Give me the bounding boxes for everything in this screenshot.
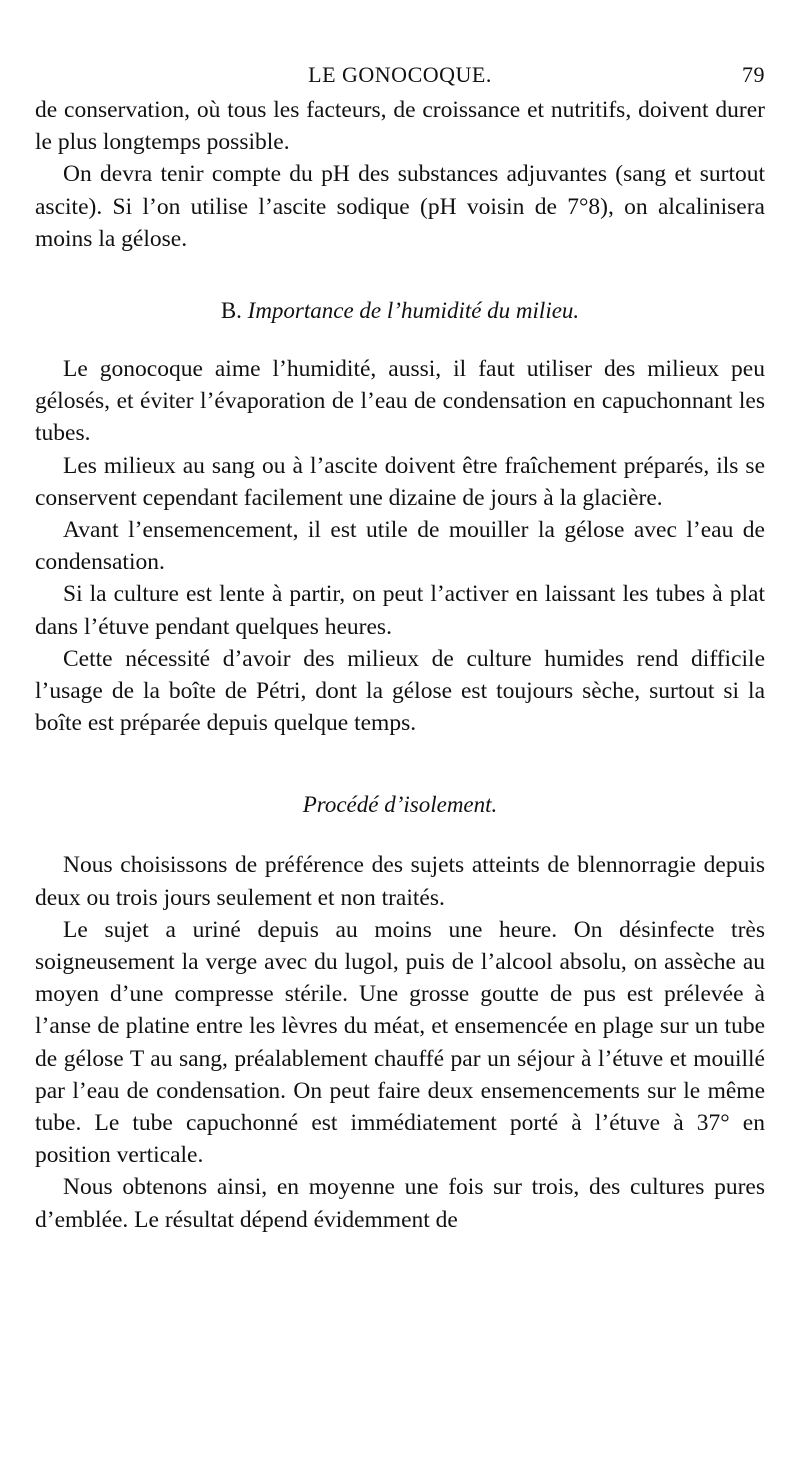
section-heading-b — [35, 295, 765, 327]
running-header — [35, 58, 765, 94]
paragraph-milieux: Les milieux au sang ou à l’ascite doivent être fraîchement préparés, ils se conservent cependant facilement une dizaine de jours à la glacière. — [35, 452, 765, 511]
paragraph-ensemencement: Avant l’ensemencement, il est utile de mouiller la gélose avec l’eau de condensation. — [35, 517, 765, 576]
section-label: B. — [220, 298, 242, 324]
paragraph-ph: On devra tenir compte du pH des substances adjuvantes (sang et surtout ascite). Si l’on utilise l’ascite sodique (pH voisin de 7°8), on alcalinisera moins la gélose. — [35, 161, 765, 252]
paragraph-choix-sujets: Nous choisissons de préférence des sujets atteints de blennorragie depuis deux ou trois jours seulement et non traités. — [35, 852, 765, 911]
running-title: LE GONOCOQUE. — [308, 62, 492, 87]
paragraph-humidite: Le gonocoque aime l’humidité, aussi, il faut utiliser des milieux peu gélosés, et éviter l’évaporation de l’eau de condensation en capuchonnant les tubes. — [35, 356, 765, 447]
paragraph-culture-lente: Si la culture est lente à partir, on peut l’activer en laissant les tubes à plat dans l’étuve pendant quelques heures. — [35, 581, 765, 640]
paragraph-resultat: Nous obtenons ainsi, en moyenne une fois sur trois, des cultures pures d’emblée. Le résultat dépend évidemment de — [35, 1174, 765, 1233]
paragraph-petri: Cette nécessité d’avoir des milieux de culture humides rend difficile l’usage de la boîte de Pétri, dont la gélose est toujours sèche, surtout si la boîte est préparée depuis quelque temps. — [35, 645, 765, 737]
section-title: Importance de l’humidité du milieu. — [247, 298, 580, 324]
paragraph-continuation: de conservation, où tous les facteurs, de croissance et nutritifs, doivent durer le plus longtemps possible. — [35, 97, 765, 156]
paragraph-prelevement: Le sujet a uriné depuis au moins une heure. On désinfecte très soigneusement la verge avec du lugol, puis de l’alcool absolu, on assèche au moyen d’une compresse stérile. Une grosse goutte de pus est prélevée à l’anse de platine entre les lèvres du méat, et ensemencée en plage sur un tube de gélose T au sang, préalablement chauffé par un séjour à l’étuve et mouillé par l’eau de condensation. On peut faire deux ensemencements sur le même tube. Le tube capuchonné est immédiatement porté à l’étuve à 37° en position verticale. — [35, 916, 765, 1169]
section-heading-procede — [35, 789, 765, 821]
section-title: Procédé d’isolement. — [302, 792, 498, 818]
page-number: 79 — [742, 62, 765, 87]
book-page — [35, 58, 765, 1236]
